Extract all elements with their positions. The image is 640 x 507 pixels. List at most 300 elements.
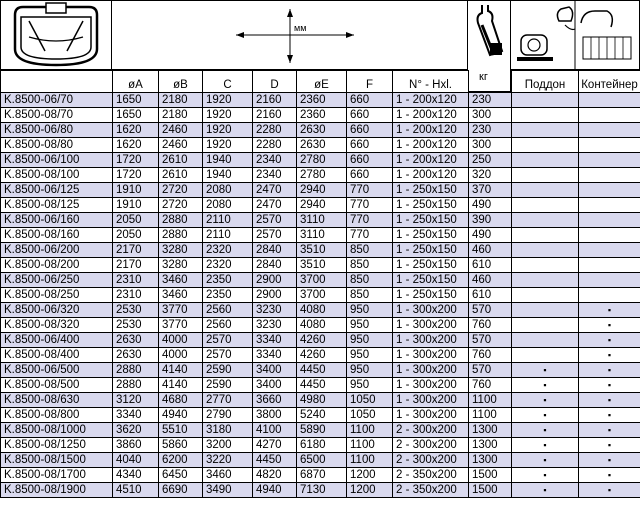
table-row bbox=[1, 453, 640, 468]
cell-pallet: ▪ bbox=[512, 453, 579, 468]
cell-e: 2630 bbox=[297, 123, 347, 138]
cell-pallet bbox=[512, 228, 579, 243]
cell-e: 2940 bbox=[297, 198, 347, 213]
cell-model: K.8500-08/200 bbox=[1, 258, 113, 273]
table-row bbox=[1, 168, 640, 183]
cell-c: 2560 bbox=[203, 318, 253, 333]
cell-pallet bbox=[512, 108, 579, 123]
cell-a: 2530 bbox=[113, 318, 159, 333]
cell-model: K.8500-08/1900 bbox=[1, 483, 113, 498]
cell-hatch: 1 - 250x150 bbox=[393, 228, 469, 243]
cell-pallet bbox=[512, 318, 579, 333]
cell-hatch: 1 - 200x120 bbox=[393, 108, 469, 123]
cell-model: K.8500-08/160 bbox=[1, 228, 113, 243]
cell-model: K.8500-08/500 bbox=[1, 378, 113, 393]
cell-weight: 610 bbox=[469, 258, 512, 273]
cell-weight: 1100 bbox=[469, 393, 512, 408]
cell-model: K.8500-06/100 bbox=[1, 153, 113, 168]
table-row bbox=[1, 468, 640, 483]
cell-container bbox=[579, 183, 640, 198]
cell-hatch: 1 - 300x200 bbox=[393, 363, 469, 378]
cell-weight: 250 bbox=[469, 153, 512, 168]
cell-c: 3460 bbox=[203, 468, 253, 483]
table-row bbox=[1, 243, 640, 258]
cell-e: 7130 bbox=[297, 483, 347, 498]
cell-c: 2570 bbox=[203, 333, 253, 348]
cell-weight: 230 bbox=[469, 93, 512, 108]
cell-pallet: ▪ bbox=[512, 423, 579, 438]
cell-c: 2790 bbox=[203, 408, 253, 423]
cell-e: 4260 bbox=[297, 348, 347, 363]
cell-pallet: ▪ bbox=[512, 483, 579, 498]
table-row bbox=[1, 198, 640, 213]
cell-c: 3220 bbox=[203, 453, 253, 468]
pallet-container-icon bbox=[511, 1, 639, 69]
cell-weight: 1300 bbox=[469, 423, 512, 438]
cell-e: 2360 bbox=[297, 93, 347, 108]
cell-hatch: 2 - 300x200 bbox=[393, 423, 469, 438]
cell-c: 1940 bbox=[203, 153, 253, 168]
cell-d: 4940 bbox=[253, 483, 297, 498]
cell-weight: 490 bbox=[469, 198, 512, 213]
cell-a: 1620 bbox=[113, 123, 159, 138]
cell-hatch: 1 - 300x200 bbox=[393, 333, 469, 348]
cell-container bbox=[579, 108, 640, 123]
cell-a: 2170 bbox=[113, 243, 159, 258]
cell-container: ▪ bbox=[579, 363, 640, 378]
cell-f: 1200 bbox=[347, 468, 393, 483]
cell-model: K.8500-08/70 bbox=[1, 108, 113, 123]
cell-f: 660 bbox=[347, 153, 393, 168]
table-row bbox=[1, 393, 640, 408]
cell-e: 2360 bbox=[297, 108, 347, 123]
cell-hatch: 1 - 300x200 bbox=[393, 303, 469, 318]
table-row bbox=[1, 123, 640, 138]
cell-d: 3660 bbox=[253, 393, 297, 408]
cell-e: 2940 bbox=[297, 183, 347, 198]
cell-f: 660 bbox=[347, 168, 393, 183]
cell-pallet bbox=[512, 123, 579, 138]
cell-a: 2630 bbox=[113, 333, 159, 348]
col-header-f: F bbox=[347, 71, 393, 93]
cell-weight: 300 bbox=[469, 108, 512, 123]
cell-d: 3340 bbox=[253, 333, 297, 348]
cell-hatch: 2 - 350x200 bbox=[393, 468, 469, 483]
cell-c: 2570 bbox=[203, 348, 253, 363]
cell-d: 3400 bbox=[253, 378, 297, 393]
cell-d: 3800 bbox=[253, 408, 297, 423]
table-row bbox=[1, 138, 640, 153]
cell-hatch: 1 - 200x120 bbox=[393, 138, 469, 153]
cell-b: 2460 bbox=[159, 123, 203, 138]
cell-hatch: 1 - 300x200 bbox=[393, 393, 469, 408]
col-header-pallet: Поддон bbox=[512, 71, 579, 93]
cell-d: 2570 bbox=[253, 213, 297, 228]
cell-container: ▪ bbox=[579, 408, 640, 423]
cell-b: 4000 bbox=[159, 333, 203, 348]
cell-d: 2900 bbox=[253, 288, 297, 303]
cell-c: 3490 bbox=[203, 483, 253, 498]
cell-b: 4140 bbox=[159, 363, 203, 378]
table-row bbox=[1, 108, 640, 123]
cell-container bbox=[579, 243, 640, 258]
cell-container bbox=[579, 138, 640, 153]
cell-model: K.8500-08/250 bbox=[1, 288, 113, 303]
cell-weight: 760 bbox=[469, 378, 512, 393]
cell-model: K.8500-06/80 bbox=[1, 123, 113, 138]
table-row bbox=[1, 318, 640, 333]
cell-c: 2320 bbox=[203, 243, 253, 258]
cell-a: 3120 bbox=[113, 393, 159, 408]
cell-e: 2780 bbox=[297, 168, 347, 183]
cell-b: 5510 bbox=[159, 423, 203, 438]
cell-pallet bbox=[512, 348, 579, 363]
cell-f: 1200 bbox=[347, 483, 393, 498]
cell-model: K.8500-06/400 bbox=[1, 333, 113, 348]
cell-b: 5860 bbox=[159, 438, 203, 453]
cell-c: 2110 bbox=[203, 228, 253, 243]
cell-e: 3700 bbox=[297, 288, 347, 303]
cell-b: 2610 bbox=[159, 153, 203, 168]
cell-b: 2720 bbox=[159, 198, 203, 213]
cell-b: 3280 bbox=[159, 258, 203, 273]
col-header-d: D bbox=[253, 71, 297, 93]
cell-e: 4450 bbox=[297, 378, 347, 393]
cell-d: 2340 bbox=[253, 168, 297, 183]
cell-d: 2900 bbox=[253, 273, 297, 288]
cell-hatch: 2 - 350x200 bbox=[393, 483, 469, 498]
cell-weight: 1300 bbox=[469, 438, 512, 453]
col-header-c: C bbox=[203, 71, 253, 93]
cell-model: K.8500-08/320 bbox=[1, 318, 113, 333]
tank-section-drawing bbox=[0, 0, 112, 70]
cell-f: 950 bbox=[347, 303, 393, 318]
cell-d: 2160 bbox=[253, 93, 297, 108]
cell-container: ▪ bbox=[579, 453, 640, 468]
table-row bbox=[1, 183, 640, 198]
cell-hatch: 1 - 300x200 bbox=[393, 408, 469, 423]
cell-hatch: 1 - 250x150 bbox=[393, 273, 469, 288]
cell-e: 3510 bbox=[297, 258, 347, 273]
cell-hatch: 2 - 300x200 bbox=[393, 438, 469, 453]
cell-a: 2050 bbox=[113, 213, 159, 228]
cell-b: 6200 bbox=[159, 453, 203, 468]
cell-pallet: ▪ bbox=[512, 363, 579, 378]
cell-weight: 460 bbox=[469, 273, 512, 288]
cell-c: 2590 bbox=[203, 378, 253, 393]
cell-f: 850 bbox=[347, 288, 393, 303]
table-row bbox=[1, 288, 640, 303]
unit-kg-label: кг bbox=[479, 71, 488, 83]
cell-c: 1920 bbox=[203, 93, 253, 108]
cell-pallet: ▪ bbox=[512, 468, 579, 483]
cell-d: 2280 bbox=[253, 123, 297, 138]
cell-container bbox=[579, 213, 640, 228]
cell-d: 4450 bbox=[253, 453, 297, 468]
table-row bbox=[1, 363, 640, 378]
cell-f: 770 bbox=[347, 228, 393, 243]
cell-d: 2340 bbox=[253, 153, 297, 168]
cell-container bbox=[579, 123, 640, 138]
cell-b: 2720 bbox=[159, 183, 203, 198]
cell-a: 1650 bbox=[113, 93, 159, 108]
cell-weight: 570 bbox=[469, 303, 512, 318]
cell-c: 2080 bbox=[203, 198, 253, 213]
cell-model: K.8500-08/100 bbox=[1, 168, 113, 183]
cell-e: 4080 bbox=[297, 303, 347, 318]
cell-weight: 490 bbox=[469, 228, 512, 243]
cell-weight: 370 bbox=[469, 183, 512, 198]
cell-container: ▪ bbox=[579, 348, 640, 363]
cell-weight: 570 bbox=[469, 333, 512, 348]
table-body bbox=[1, 93, 640, 498]
cell-f: 950 bbox=[347, 318, 393, 333]
cell-d: 3230 bbox=[253, 303, 297, 318]
cell-c: 2770 bbox=[203, 393, 253, 408]
table-row bbox=[1, 408, 640, 423]
cell-b: 4680 bbox=[159, 393, 203, 408]
hook-weight-icon bbox=[468, 3, 510, 65]
cell-pallet bbox=[512, 273, 579, 288]
cell-e: 2630 bbox=[297, 138, 347, 153]
cell-a: 2530 bbox=[113, 303, 159, 318]
cell-weight: 760 bbox=[469, 348, 512, 363]
cell-container bbox=[579, 258, 640, 273]
cell-container: ▪ bbox=[579, 318, 640, 333]
col-header-hatch: N° - Hxl. bbox=[393, 71, 469, 93]
cell-a: 3620 bbox=[113, 423, 159, 438]
cell-c: 2350 bbox=[203, 288, 253, 303]
cell-pallet bbox=[512, 213, 579, 228]
cell-d: 2840 bbox=[253, 258, 297, 273]
cell-f: 1050 bbox=[347, 408, 393, 423]
cell-e: 6500 bbox=[297, 453, 347, 468]
cell-b: 2460 bbox=[159, 138, 203, 153]
col-header-a: øA bbox=[113, 71, 159, 93]
cell-pallet bbox=[512, 138, 579, 153]
cell-container: ▪ bbox=[579, 333, 640, 348]
cell-container: ▪ bbox=[579, 438, 640, 453]
cell-f: 1100 bbox=[347, 453, 393, 468]
cell-d: 2470 bbox=[253, 183, 297, 198]
cell-model: K.8500-08/400 bbox=[1, 348, 113, 363]
cell-e: 5240 bbox=[297, 408, 347, 423]
cell-a: 1650 bbox=[113, 108, 159, 123]
cell-weight: 1100 bbox=[469, 408, 512, 423]
cell-e: 3510 bbox=[297, 243, 347, 258]
cell-c: 1920 bbox=[203, 123, 253, 138]
cell-c: 1920 bbox=[203, 138, 253, 153]
cell-weight: 610 bbox=[469, 288, 512, 303]
cell-d: 2470 bbox=[253, 198, 297, 213]
cell-c: 3200 bbox=[203, 438, 253, 453]
cell-pallet bbox=[512, 288, 579, 303]
cell-e: 6870 bbox=[297, 468, 347, 483]
cell-d: 3400 bbox=[253, 363, 297, 378]
cell-b: 2880 bbox=[159, 228, 203, 243]
cell-pallet bbox=[512, 183, 579, 198]
cell-container: ▪ bbox=[579, 393, 640, 408]
table-row bbox=[1, 93, 640, 108]
table-row bbox=[1, 423, 640, 438]
cell-a: 3340 bbox=[113, 408, 159, 423]
cell-d: 2160 bbox=[253, 108, 297, 123]
table-row bbox=[1, 228, 640, 243]
cell-b: 3770 bbox=[159, 318, 203, 333]
cell-hatch: 1 - 300x200 bbox=[393, 378, 469, 393]
dimension-header bbox=[112, 0, 468, 70]
cell-container bbox=[579, 198, 640, 213]
cell-weight: 300 bbox=[469, 138, 512, 153]
cell-container bbox=[579, 168, 640, 183]
table-header-row bbox=[1, 71, 640, 93]
table-row bbox=[1, 438, 640, 453]
cell-d: 2570 bbox=[253, 228, 297, 243]
cell-f: 770 bbox=[347, 213, 393, 228]
col-header-model bbox=[1, 71, 113, 93]
cell-b: 3460 bbox=[159, 273, 203, 288]
cell-c: 2350 bbox=[203, 273, 253, 288]
tank-section-icon bbox=[1, 1, 111, 69]
cell-e: 4980 bbox=[297, 393, 347, 408]
cell-container: ▪ bbox=[579, 378, 640, 393]
cell-model: K.8500-08/1000 bbox=[1, 423, 113, 438]
cell-pallet bbox=[512, 93, 579, 108]
cell-a: 1910 bbox=[113, 198, 159, 213]
cell-model: K.8500-06/160 bbox=[1, 213, 113, 228]
cell-weight: 390 bbox=[469, 213, 512, 228]
cell-b: 4140 bbox=[159, 378, 203, 393]
cell-e: 3110 bbox=[297, 228, 347, 243]
cell-f: 850 bbox=[347, 273, 393, 288]
cell-weight: 460 bbox=[469, 243, 512, 258]
cell-b: 2610 bbox=[159, 168, 203, 183]
dimension-arrows-icon bbox=[112, 1, 468, 69]
cell-weight: 570 bbox=[469, 363, 512, 378]
cell-container bbox=[579, 93, 640, 108]
cell-container: ▪ bbox=[579, 423, 640, 438]
table-row bbox=[1, 273, 640, 288]
cell-model: K.8500-06/250 bbox=[1, 273, 113, 288]
cell-pallet bbox=[512, 258, 579, 273]
cell-container bbox=[579, 228, 640, 243]
cell-hatch: 1 - 250x150 bbox=[393, 213, 469, 228]
cell-a: 1620 bbox=[113, 138, 159, 153]
cell-container: ▪ bbox=[579, 303, 640, 318]
cell-e: 4450 bbox=[297, 363, 347, 378]
cell-f: 1100 bbox=[347, 423, 393, 438]
cell-model: K.8500-08/80 bbox=[1, 138, 113, 153]
cell-c: 1920 bbox=[203, 108, 253, 123]
cell-weight: 230 bbox=[469, 123, 512, 138]
cell-b: 6690 bbox=[159, 483, 203, 498]
unit-mm-label: мм bbox=[294, 23, 307, 33]
cell-container bbox=[579, 273, 640, 288]
cell-pallet bbox=[512, 168, 579, 183]
cell-model: K.8500-08/1500 bbox=[1, 453, 113, 468]
cell-container bbox=[579, 153, 640, 168]
cell-d: 4820 bbox=[253, 468, 297, 483]
cell-e: 5890 bbox=[297, 423, 347, 438]
col-header-e: øE bbox=[297, 71, 347, 93]
cell-f: 660 bbox=[347, 93, 393, 108]
cell-d: 2840 bbox=[253, 243, 297, 258]
cell-hatch: 1 - 250x150 bbox=[393, 183, 469, 198]
cell-hatch: 1 - 250x150 bbox=[393, 198, 469, 213]
cell-weight: 1500 bbox=[469, 483, 512, 498]
cell-a: 3860 bbox=[113, 438, 159, 453]
cell-b: 4000 bbox=[159, 348, 203, 363]
cell-f: 770 bbox=[347, 198, 393, 213]
cell-container: ▪ bbox=[579, 483, 640, 498]
cell-model: K.8500-06/200 bbox=[1, 243, 113, 258]
cell-hatch: 2 - 300x200 bbox=[393, 453, 469, 468]
cell-f: 950 bbox=[347, 333, 393, 348]
table-row bbox=[1, 303, 640, 318]
cell-pallet: ▪ bbox=[512, 438, 579, 453]
cell-model: K.8500-08/1700 bbox=[1, 468, 113, 483]
cell-model: K.8500-08/630 bbox=[1, 393, 113, 408]
table-row bbox=[1, 348, 640, 363]
table-row bbox=[1, 213, 640, 228]
cell-a: 2880 bbox=[113, 363, 159, 378]
cell-d: 3340 bbox=[253, 348, 297, 363]
cell-e: 3700 bbox=[297, 273, 347, 288]
cell-f: 660 bbox=[347, 108, 393, 123]
cell-a: 2050 bbox=[113, 228, 159, 243]
cell-b: 2180 bbox=[159, 93, 203, 108]
cell-f: 950 bbox=[347, 348, 393, 363]
table-row bbox=[1, 483, 640, 498]
cell-pallet bbox=[512, 198, 579, 213]
cell-c: 2110 bbox=[203, 213, 253, 228]
cell-a: 1720 bbox=[113, 168, 159, 183]
cell-container bbox=[579, 288, 640, 303]
cell-d: 3230 bbox=[253, 318, 297, 333]
cell-pallet: ▪ bbox=[512, 393, 579, 408]
cell-c: 1940 bbox=[203, 168, 253, 183]
cell-c: 2560 bbox=[203, 303, 253, 318]
cell-pallet bbox=[512, 153, 579, 168]
cell-e: 6180 bbox=[297, 438, 347, 453]
cell-a: 1720 bbox=[113, 153, 159, 168]
cell-model: K.8500-08/800 bbox=[1, 408, 113, 423]
cell-hatch: 1 - 300x200 bbox=[393, 348, 469, 363]
cell-hatch: 1 - 250x150 bbox=[393, 258, 469, 273]
cell-e: 4080 bbox=[297, 318, 347, 333]
cell-f: 660 bbox=[347, 138, 393, 153]
cell-hatch: 1 - 250x150 bbox=[393, 243, 469, 258]
table-row bbox=[1, 333, 640, 348]
cell-a: 2880 bbox=[113, 378, 159, 393]
cell-e: 4260 bbox=[297, 333, 347, 348]
table-row bbox=[1, 153, 640, 168]
col-header-weight bbox=[469, 71, 512, 93]
cell-f: 770 bbox=[347, 183, 393, 198]
cell-a: 1910 bbox=[113, 183, 159, 198]
cell-pallet bbox=[512, 303, 579, 318]
cell-model: K.8500-06/320 bbox=[1, 303, 113, 318]
cell-model: K.8500-06/70 bbox=[1, 93, 113, 108]
cell-f: 660 bbox=[347, 123, 393, 138]
cell-b: 2180 bbox=[159, 108, 203, 123]
cell-b: 6450 bbox=[159, 468, 203, 483]
cell-a: 4340 bbox=[113, 468, 159, 483]
cell-pallet: ▪ bbox=[512, 378, 579, 393]
cell-c: 2590 bbox=[203, 363, 253, 378]
cell-pallet bbox=[512, 333, 579, 348]
cell-e: 2780 bbox=[297, 153, 347, 168]
